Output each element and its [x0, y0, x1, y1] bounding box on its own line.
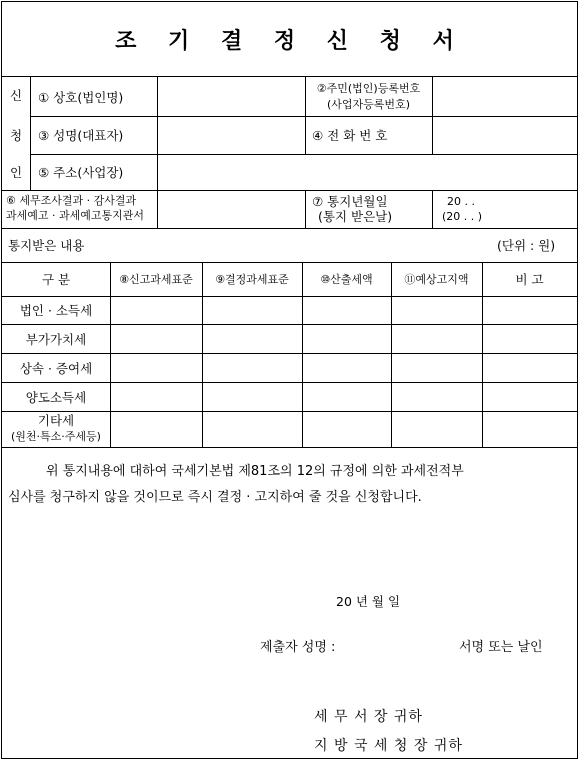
applicant-side-label-1: 신: [9, 88, 23, 103]
rule-row1: [30, 116, 577, 117]
name-label: ③ 성명(대표자): [38, 128, 124, 143]
rule-notice-divider3: [432, 190, 433, 228]
application-form: [1, 1, 578, 759]
th-calculated-tax: ⑩산출세액: [320, 273, 373, 286]
rule-col1: [110, 262, 111, 447]
rule-side-divider: [30, 76, 31, 190]
addressee-tax-office: 세 무 서 장 귀하: [314, 709, 423, 725]
reg-no-label-2: (사업자등록번호): [327, 98, 410, 111]
rule-table-row1: [2, 324, 577, 325]
statement-line-2: 심사를 청구하지 않을 것이므로 즉시 결정 · 고지하여 줄 것을 신청합니다.: [8, 490, 422, 505]
table-row-label-other-detail: (원천·특소·주세등): [11, 430, 101, 443]
th-expected-notice: ⑪예상고지액: [404, 273, 469, 286]
date-line: 20 년 월 일: [336, 594, 401, 609]
rule-label-divider-addr: [157, 154, 158, 190]
th-declared-base: ⑧신고과세표준: [119, 273, 193, 286]
notice-date-label-1: ⑦ 통지년월일: [312, 194, 388, 209]
rule-table-header: [2, 296, 577, 297]
notice-date-value-2: (20 . . ): [442, 210, 483, 223]
form-title: 조 기 결 정 신 청 서: [115, 28, 466, 54]
rule-value-divider: [432, 76, 433, 154]
applicant-side-label-2: 청: [9, 128, 23, 143]
table-row-label: 부가가치세: [25, 332, 87, 347]
addressee-regional-office: 지 방 국 세 청 장 귀하: [314, 738, 463, 754]
rule-row2: [30, 154, 577, 155]
rule-col2: [202, 262, 203, 447]
signature-label: 서명 또는 날인: [459, 640, 543, 655]
phone-label: ④ 전 화 번 호: [312, 128, 388, 143]
rule-notice-divider1: [157, 190, 158, 228]
th-remarks: 비 고: [515, 272, 544, 287]
rule-applicant-end: [2, 190, 577, 191]
unit-label: (단위 : 원): [497, 238, 556, 253]
notice-date-value-1: 20 . .: [447, 195, 475, 208]
table-row-label: 법인 · 소득세: [19, 303, 93, 318]
rule-table-row2: [2, 353, 577, 354]
table-row-label-other: 기타세: [37, 413, 75, 428]
th-category: 구 분: [41, 272, 71, 287]
submitter-label: 제출자 성명 :: [260, 640, 336, 655]
rule-col4: [391, 262, 392, 447]
table-row-label: 상속 · 증여세: [19, 361, 93, 376]
notice-type-label-1: ⑥ 세무조사결과 · 감사결과: [6, 194, 137, 207]
reg-no-label-1: ②주민(법인)등록번호: [316, 82, 421, 95]
rule-label-divider: [157, 76, 158, 154]
rule-table-row3: [2, 382, 577, 383]
notice-date-label-2: (통지 받은날): [318, 209, 393, 224]
rule-header: [2, 76, 577, 77]
rule-notice-end: [2, 228, 577, 229]
th-decided-base: ⑨결정과세표준: [215, 273, 289, 286]
rule-content-end: [2, 262, 577, 263]
rule-table-row4: [2, 411, 577, 412]
notice-type-label-2: 과세예고 · 과세예고통지관서: [6, 209, 145, 222]
rule-col5: [482, 262, 483, 447]
address-label: ⑤ 주소(사업장): [38, 165, 124, 180]
applicant-side-label-3: 인: [9, 165, 23, 180]
content-label: 통지받은 내용: [8, 238, 85, 253]
rule-notice-divider2: [305, 190, 306, 228]
trade-name-label: ① 상호(법인명): [38, 90, 124, 105]
table-row-label: 양도소득세: [25, 390, 87, 405]
statement-line-1: 위 통지내용에 대하여 국세기본법 제81조의 12의 규정에 의한 과세전적부: [46, 464, 464, 479]
rule-table-end: [2, 447, 577, 448]
rule-col3: [302, 262, 303, 447]
